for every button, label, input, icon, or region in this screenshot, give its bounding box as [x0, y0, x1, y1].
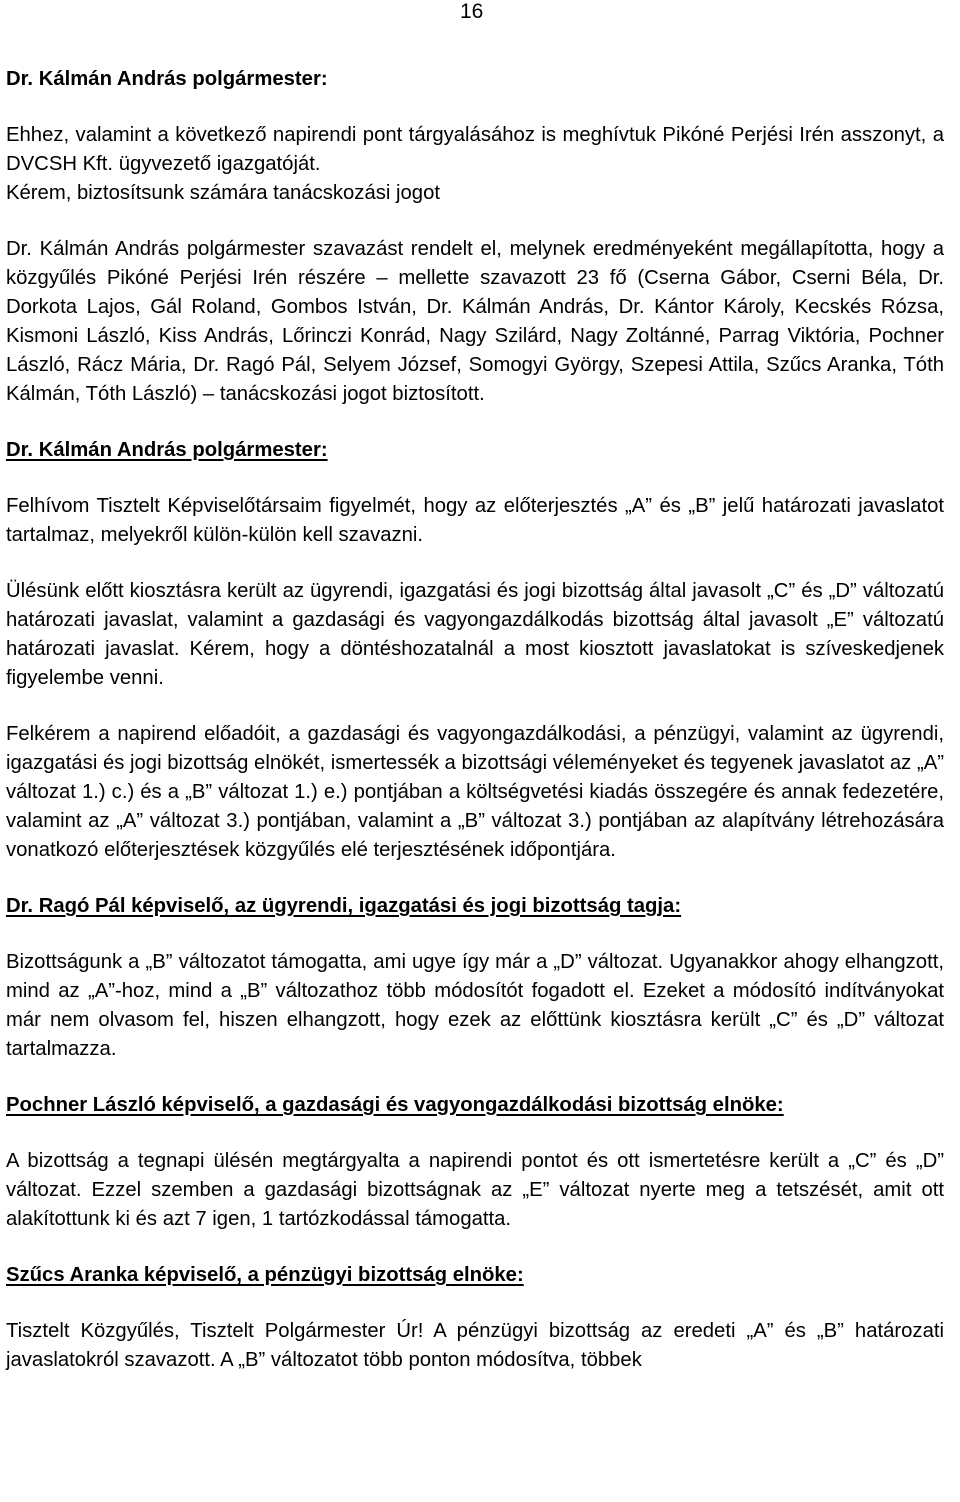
speaker-heading-pochner [6, 1091, 944, 1120]
paragraph-pochner-statement: A bizottság a tegnapi ülésén megtárgyalta a napirendi pontot és ott ismertetésre került a „C” és „D” változat. Ezzel szemben a gazdasági bizottságnak az „E” változat nyerte meg a tetszését, amit ott alakítottunk ki és azt 7 igen, 1 tartózkodással támogatta. [6, 1150, 944, 1230]
speaker-name: Pochner László képviselő, a gazdasági és vagyongazdálkodási bizottság elnöke: [6, 1094, 784, 1116]
paragraph-rago-statement: Bizottságunk a „B” változatot támogatta, ami ugye így már a „D” változat. Ugyanakkor ahogy elhangzott, mind az „A”-hoz, mind a „B” változathoz több módosítót fogadott el. Ezeket a módosító indítványokat már nem olvasom fel, hiszen elhangzott, hogy ezek az előttünk kiosztásra került „C” és „D” változat tartalmazza. [6, 951, 944, 1060]
paragraph-attention: Felhívom Tisztelt Képviselőtársaim figyelmét, hogy az előterjesztés „A” és „B” jelű határozati javaslatot tartalmaz, melyekről külön-külön kell szavazni. [6, 495, 944, 546]
paragraph-invitation: Ehhez, valamint a következő napirendi pont tárgyalásához is meghívtuk Pikóné Perjési Irén asszonyt, a DVCSH Kft. ügyvezető igazgatóját. [6, 124, 944, 175]
speaker-heading-kalman-2 [6, 436, 944, 465]
speaker-heading-rago [6, 892, 944, 921]
speaker-name: Dr. Kálmán András polgármester: [6, 439, 328, 461]
paragraph-request-presenters: Felkérem a napirend előadóit, a gazdasági és vagyongazdálkodási, a pénzügyi, valamint az ügyrendi, igazgatási és jogi bizottság elnökét, ismertessék a bizottsági véleményeket és tegyenek javaslatot az „A” változat 1.) c.) és a „B” változat 1.) e.) pontjában a költségvetési kiadás összegére és annak fedezetére, valamint az „A” változat 3.) pontjában, valamint a „B” változat 3.) pontjában az alapítvány létrehozására vonatkozó előterjesztések közgyűlés elé terjesztésének időpontjára. [6, 723, 944, 861]
speaker-name: Dr. Kálmán András polgármester: [6, 68, 328, 90]
paragraph-szucs-statement: Tisztelt Közgyűlés, Tisztelt Polgármester Úr! A pénzügyi bizottság az eredeti „A” és „B” határozati javaslatokról szavazott. A „B” változatot több ponton módosítva, többek [6, 1320, 944, 1371]
speaker-name: Szűcs Aranka képviselő, a pénzügyi bizottság elnöke: [6, 1264, 524, 1286]
speaker-heading-szucs [6, 1261, 944, 1290]
document-body [6, 65, 944, 1402]
paragraph-distribution: Ülésünk előtt kiosztásra került az ügyrendi, igazgatási és jogi bizottság által javasolt „C” és „D” változatú határozati javaslat, valamint a gazdasági és vagyongazdálkodás bizottság által javasolt „E” változatú határozati javaslat. Kérem, hogy a döntéshozatalnál a most kiosztott javaslatokat is szíveskedjenek figyelembe venni. [6, 580, 944, 689]
paragraph-request: Kérem, biztosítsunk számára tanácskozási jogot [6, 182, 440, 204]
page-number: 16 [460, 0, 484, 23]
paragraph-vote-result: Dr. Kálmán András polgármester szavazást rendelt el, melynek eredményeként megállapította, hogy a közgyűlés Pikóné Perjési Irén részére – mellette szavazott 23 fő (Cserna Gábor, Cserni Béla, Dr. Dorkota Lajos, Gál Roland, Gombos István, Dr. Kálmán András, Dr. Kántor Károly, Kecskés Rózsa, Kismoni László, Kiss András, Lőrinczi Konrád, Nagy Szilárd, Nagy Zoltánné, Parrag Viktória, Pochner László, Rácz Mária, Dr. Ragó Pál, Selyem József, Somogyi György, Szepesi Attila, Szűcs Aranka, Tóth Kálmán, Tóth László) – tanácskozási jogot biztosított. [6, 238, 944, 405]
speaker-heading-kalman-1 [6, 65, 944, 94]
speaker-name: Dr. Ragó Pál képviselő, az ügyrendi, igazgatási és jogi bizottság tagja: [6, 895, 682, 917]
